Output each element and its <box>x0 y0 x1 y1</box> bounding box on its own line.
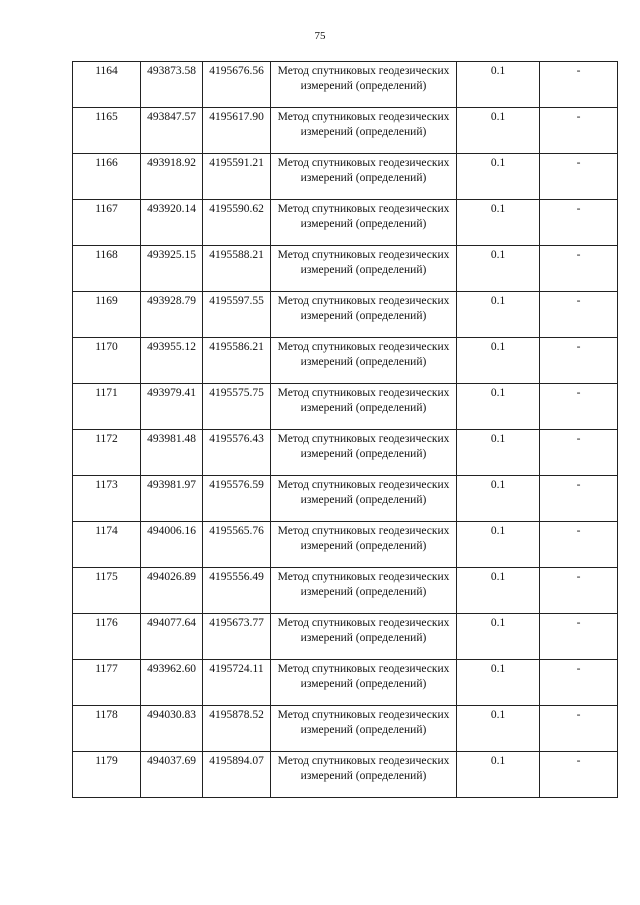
method-cell: Метод спутниковых геодезических измерений (определений) <box>271 706 457 752</box>
accuracy-cell: 0.1 <box>457 752 540 798</box>
accuracy-cell: 0.1 <box>457 614 540 660</box>
accuracy-cell: 0.1 <box>457 384 540 430</box>
method-cell: Метод спутниковых геодезических измерений (определений) <box>271 246 457 292</box>
note-cell: - <box>540 154 618 200</box>
point-number-cell: 1168 <box>73 246 141 292</box>
coordinate-y-cell: 4195565.76 <box>203 522 271 568</box>
point-number-cell: 1174 <box>73 522 141 568</box>
accuracy-cell: 0.1 <box>457 108 540 154</box>
accuracy-cell: 0.1 <box>457 522 540 568</box>
accuracy-cell: 0.1 <box>457 476 540 522</box>
coordinate-x-cell: 494030.83 <box>141 706 203 752</box>
note-cell: - <box>540 384 618 430</box>
coordinate-x-cell: 493928.79 <box>141 292 203 338</box>
coordinate-x-cell: 493981.48 <box>141 430 203 476</box>
method-cell: Метод спутниковых геодезических измерений (определений) <box>271 660 457 706</box>
coordinate-x-cell: 494006.16 <box>141 522 203 568</box>
accuracy-cell: 0.1 <box>457 246 540 292</box>
method-cell: Метод спутниковых геодезических измерений (определений) <box>271 108 457 154</box>
coordinate-y-cell: 4195586.21 <box>203 338 271 384</box>
coordinate-y-cell: 4195591.21 <box>203 154 271 200</box>
table-row <box>73 568 618 614</box>
point-number-cell: 1173 <box>73 476 141 522</box>
coordinate-y-cell: 4195894.07 <box>203 752 271 798</box>
method-cell: Метод спутниковых геодезических измерений (определений) <box>271 384 457 430</box>
point-number-cell: 1178 <box>73 706 141 752</box>
table-row <box>73 430 618 476</box>
point-number-cell: 1170 <box>73 338 141 384</box>
accuracy-cell: 0.1 <box>457 62 540 108</box>
table-row <box>73 108 618 154</box>
coordinate-y-cell: 4195724.11 <box>203 660 271 706</box>
note-cell: - <box>540 660 618 706</box>
coordinate-x-cell: 494037.69 <box>141 752 203 798</box>
coordinate-y-cell: 4195588.21 <box>203 246 271 292</box>
note-cell: - <box>540 568 618 614</box>
table-row <box>73 246 618 292</box>
accuracy-cell: 0.1 <box>457 706 540 752</box>
note-cell: - <box>540 752 618 798</box>
accuracy-cell: 0.1 <box>457 200 540 246</box>
note-cell: - <box>540 522 618 568</box>
point-number-cell: 1164 <box>73 62 141 108</box>
table-row <box>73 292 618 338</box>
note-cell: - <box>540 246 618 292</box>
coordinate-y-cell: 4195576.43 <box>203 430 271 476</box>
coordinate-x-cell: 493873.58 <box>141 62 203 108</box>
point-number-cell: 1165 <box>73 108 141 154</box>
point-number-cell: 1179 <box>73 752 141 798</box>
coordinate-x-cell: 493847.57 <box>141 108 203 154</box>
coordinate-y-cell: 4195617.90 <box>203 108 271 154</box>
point-number-cell: 1175 <box>73 568 141 614</box>
method-cell: Метод спутниковых геодезических измерений (определений) <box>271 568 457 614</box>
point-number-cell: 1176 <box>73 614 141 660</box>
coordinate-x-cell: 493918.92 <box>141 154 203 200</box>
coordinate-x-cell: 493981.97 <box>141 476 203 522</box>
accuracy-cell: 0.1 <box>457 430 540 476</box>
note-cell: - <box>540 200 618 246</box>
method-cell: Метод спутниковых геодезических измерений (определений) <box>271 752 457 798</box>
table-row <box>73 384 618 430</box>
accuracy-cell: 0.1 <box>457 660 540 706</box>
note-cell: - <box>540 476 618 522</box>
note-cell: - <box>540 706 618 752</box>
point-number-cell: 1166 <box>73 154 141 200</box>
coordinate-x-cell: 493962.60 <box>141 660 203 706</box>
table-row <box>73 706 618 752</box>
coordinates-table <box>72 61 618 798</box>
coordinate-x-cell: 493955.12 <box>141 338 203 384</box>
method-cell: Метод спутниковых геодезических измерений (определений) <box>271 476 457 522</box>
method-cell: Метод спутниковых геодезических измерений (определений) <box>271 522 457 568</box>
note-cell: - <box>540 430 618 476</box>
table-row <box>73 522 618 568</box>
table-row <box>73 62 618 108</box>
accuracy-cell: 0.1 <box>457 568 540 614</box>
note-cell: - <box>540 338 618 384</box>
table-row <box>73 154 618 200</box>
coordinate-y-cell: 4195575.75 <box>203 384 271 430</box>
point-number-cell: 1169 <box>73 292 141 338</box>
coordinate-y-cell: 4195576.59 <box>203 476 271 522</box>
note-cell: - <box>540 62 618 108</box>
point-number-cell: 1177 <box>73 660 141 706</box>
coordinate-x-cell: 494077.64 <box>141 614 203 660</box>
note-cell: - <box>540 108 618 154</box>
point-number-cell: 1171 <box>73 384 141 430</box>
coordinates-table-body <box>73 62 618 798</box>
table-row <box>73 660 618 706</box>
method-cell: Метод спутниковых геодезических измерений (определений) <box>271 614 457 660</box>
table-row <box>73 614 618 660</box>
method-cell: Метод спутниковых геодезических измерений (определений) <box>271 430 457 476</box>
accuracy-cell: 0.1 <box>457 338 540 384</box>
table-row <box>73 200 618 246</box>
method-cell: Метод спутниковых геодезических измерений (определений) <box>271 200 457 246</box>
method-cell: Метод спутниковых геодезических измерений (определений) <box>271 292 457 338</box>
coordinate-x-cell: 493920.14 <box>141 200 203 246</box>
method-cell: Метод спутниковых геодезических измерений (определений) <box>271 338 457 384</box>
coordinate-x-cell: 493925.15 <box>141 246 203 292</box>
point-number-cell: 1172 <box>73 430 141 476</box>
method-cell: Метод спутниковых геодезических измерений (определений) <box>271 62 457 108</box>
accuracy-cell: 0.1 <box>457 154 540 200</box>
coordinate-x-cell: 494026.89 <box>141 568 203 614</box>
note-cell: - <box>540 614 618 660</box>
coordinate-y-cell: 4195556.49 <box>203 568 271 614</box>
coordinate-y-cell: 4195597.55 <box>203 292 271 338</box>
table-row <box>73 752 618 798</box>
table-row <box>73 476 618 522</box>
coordinate-x-cell: 493979.41 <box>141 384 203 430</box>
point-number-cell: 1167 <box>73 200 141 246</box>
coordinate-y-cell: 4195590.62 <box>203 200 271 246</box>
accuracy-cell: 0.1 <box>457 292 540 338</box>
note-cell: - <box>540 292 618 338</box>
coordinate-y-cell: 4195676.56 <box>203 62 271 108</box>
method-cell: Метод спутниковых геодезических измерений (определений) <box>271 154 457 200</box>
page-number: 75 <box>314 30 326 42</box>
coordinate-y-cell: 4195878.52 <box>203 706 271 752</box>
table-row <box>73 338 618 384</box>
coordinate-y-cell: 4195673.77 <box>203 614 271 660</box>
